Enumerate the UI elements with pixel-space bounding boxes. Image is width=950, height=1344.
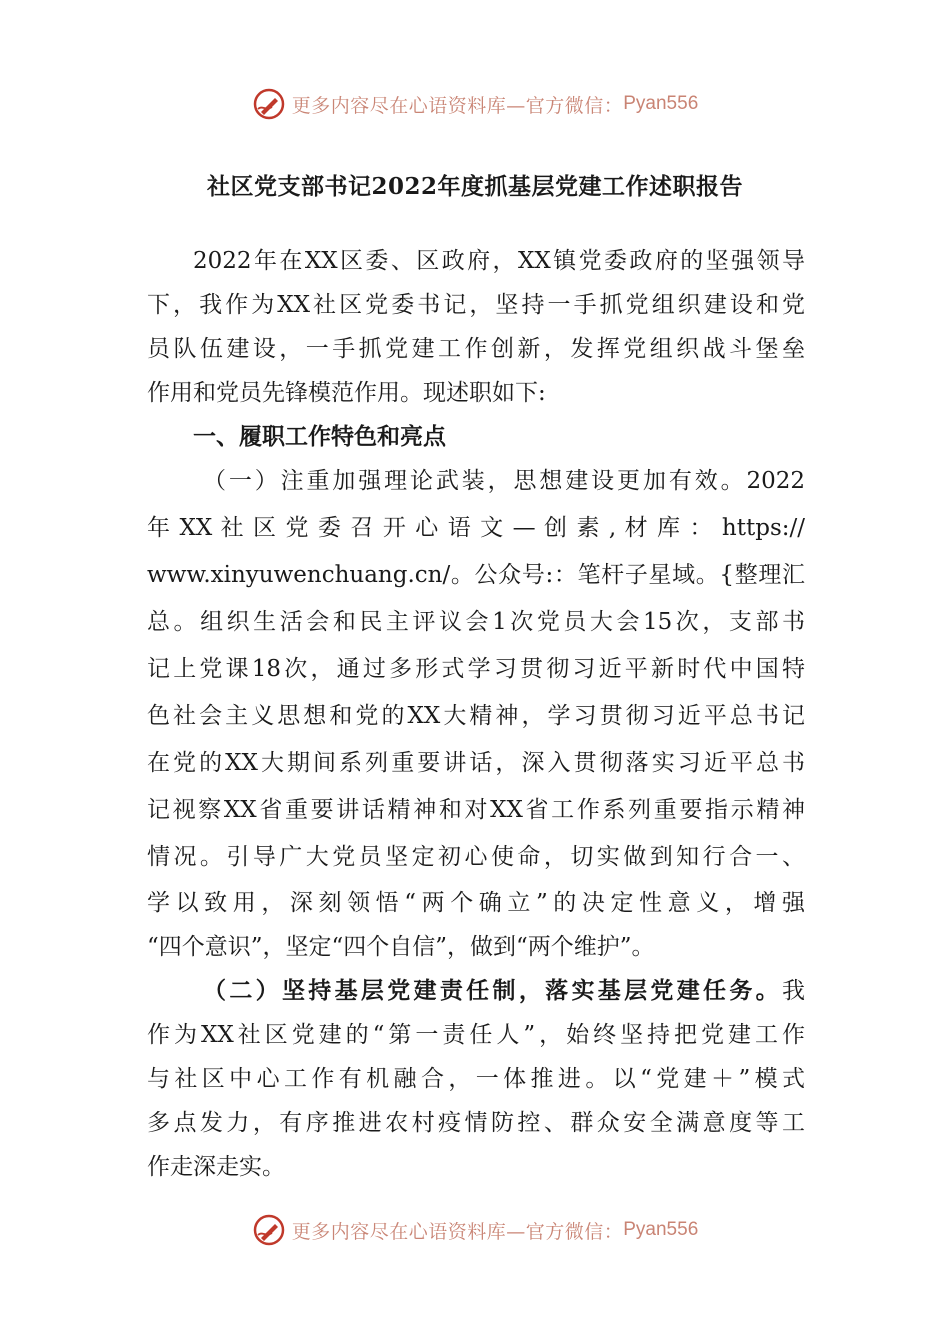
document-title: 社区党支部书记2022年度抓基层党建工作述职报告	[206, 173, 743, 200]
paragraph-line: 作为XX社区党建的“第一责任人”，始终坚持把党建工作	[147, 1022, 805, 1048]
paragraph-line: 情况。引导广大党员坚定初心使命，切实做到知行合一、	[147, 844, 805, 870]
paragraph-lead-rest: 我	[782, 978, 805, 1004]
paragraph-line: 与社区中心工作有机融合，一体推进。以“党建＋”模式	[147, 1066, 805, 1092]
pen-logo-icon	[252, 87, 286, 121]
banner-wechat-id: Pyan556	[623, 1219, 699, 1240]
paragraph-line: www.xinyuwenchuang.cn/。公众号:：笔杆子星域。{整理汇	[147, 562, 805, 588]
paragraph-line: 下，我作为XX社区党委书记，坚持一手抓党组织建设和党	[147, 292, 805, 318]
banner-text: 更多内容尽在心语资料库—官方微信：	[291, 94, 624, 117]
paragraph-line: 记上党课18次，通过多形式学习贯彻习近平新时代中国特	[147, 656, 805, 682]
paragraph-line: 2022年在XX区委、区政府，XX镇党委政府的坚强领导	[193, 248, 805, 274]
paragraph-line: 作用和党员先锋模范作用。现述职如下:	[147, 380, 546, 406]
paragraph-line: 多点发力，有序推进农村疫情防控、群众安全满意度等工	[147, 1110, 805, 1136]
section-heading: 一、履职工作特色和亮点	[193, 423, 446, 450]
paragraph-line: （一）注重加强理论武装，思想建设更加有效。2022	[203, 468, 805, 494]
footer-banner	[0, 1210, 950, 1250]
paragraph-line: 作走深走实。	[147, 1154, 285, 1180]
paragraph-line: 总。组织生活会和民主评议会1次党员大会15次，支部书	[147, 609, 805, 635]
pen-logo-icon	[252, 1213, 286, 1247]
paragraph-line: “四个意识”，坚定“四个自信”，做到“两个维护”。	[147, 934, 655, 960]
banner-text: 更多内容尽在心语资料库—官方微信：	[291, 1220, 624, 1243]
paragraph-line: 年 XX 社 区 党 委 召 开 心 语 文 — 创 素 , 材 库 ： https://	[147, 515, 805, 541]
paragraph-line: 学以致用，深刻领悟“两个确立”的决定性意义，增强	[147, 890, 805, 916]
banner-wechat-id: Pyan556	[623, 93, 699, 114]
paragraph-line	[147, 972, 805, 1005]
paragraph-line: 在党的XX大期间系列重要讲话，深入贯彻落实习近平总书	[147, 750, 805, 776]
paragraph-line: 员队伍建设，一手抓党建工作创新，发挥党组织战斗堡垒	[147, 336, 805, 362]
header-banner	[0, 84, 950, 124]
paragraph-lead-bold: （二）坚持基层党建责任制，落实基层党建任务。	[203, 977, 782, 1004]
paragraph-line: 记视察XX省重要讲话精神和对XX省工作系列重要指示精神	[147, 797, 805, 823]
paragraph-line: 色社会主义思想和党的XX大精神，学习贯彻习近平总书记	[147, 703, 805, 729]
